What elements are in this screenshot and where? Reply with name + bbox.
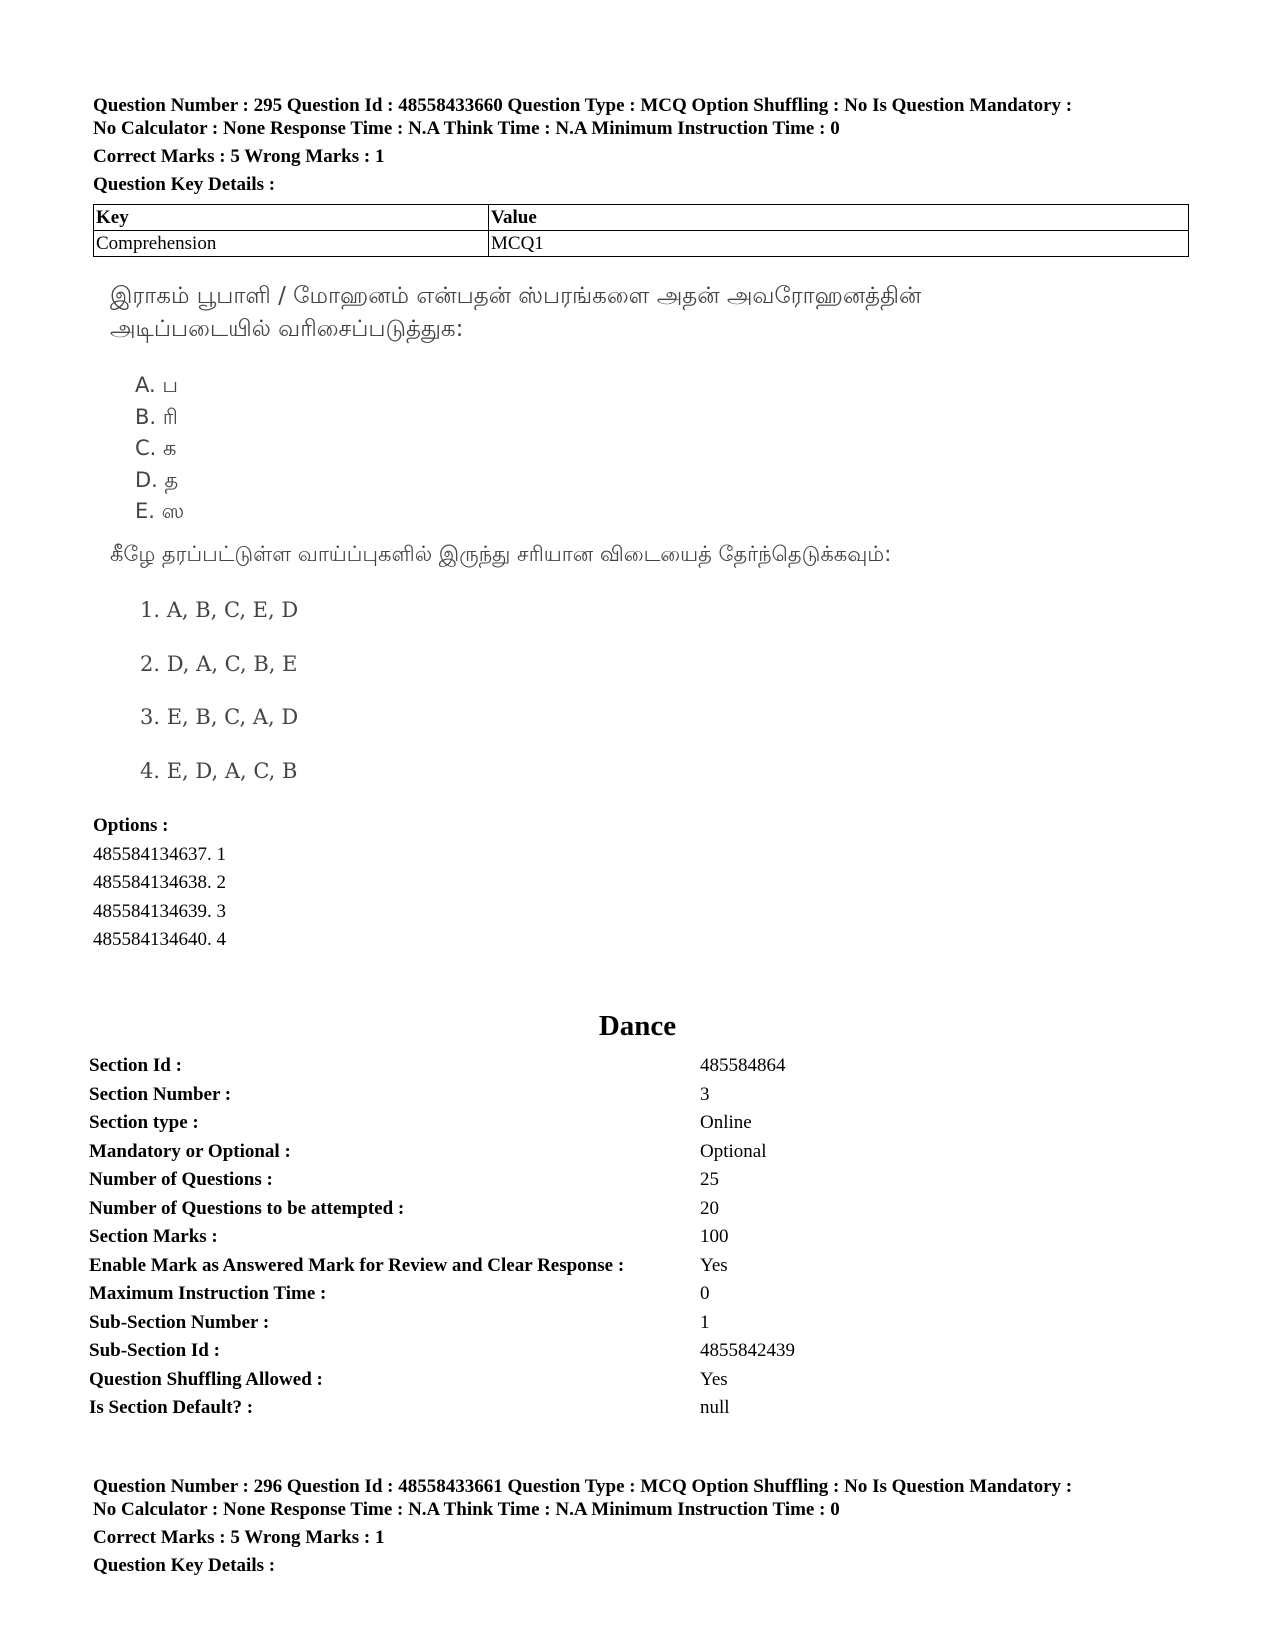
value-header-cell: Value bbox=[489, 205, 1189, 231]
section-row-key: Maximum Instruction Time : bbox=[89, 1283, 327, 1304]
question-text-line-2: அடிப்படையில் வரிசைப்படுத்துக: bbox=[110, 316, 464, 342]
section-row-key: Sub-Section Id : bbox=[89, 1340, 220, 1361]
option-item: 485584134640. 4 bbox=[93, 929, 226, 950]
question-item: A. ப bbox=[135, 373, 178, 397]
section-row-key: Section Marks : bbox=[89, 1226, 218, 1247]
section-row-value: 0 bbox=[700, 1283, 710, 1304]
options-label: Options : bbox=[93, 815, 169, 836]
question-text bbox=[110, 280, 1110, 346]
value-cell: MCQ1 bbox=[489, 231, 1189, 257]
section-row-key: Section Id : bbox=[89, 1055, 182, 1076]
section-row-value: 4855842439 bbox=[700, 1340, 795, 1361]
section-row-value: 25 bbox=[700, 1169, 719, 1190]
answer-choice: 1. A, B, C, E, D bbox=[140, 598, 299, 622]
section-row-key: Mandatory or Optional : bbox=[89, 1140, 291, 1162]
section-row-value: Yes bbox=[700, 1368, 728, 1390]
key-table-header-row bbox=[94, 205, 1189, 231]
option-item: 485584134638. 2 bbox=[93, 872, 226, 893]
question-item: B. ரி bbox=[135, 404, 178, 429]
section-row bbox=[89, 1394, 989, 1423]
question-key-table bbox=[93, 204, 1189, 257]
section-row bbox=[89, 1195, 989, 1224]
section-row bbox=[89, 1223, 989, 1252]
section-row bbox=[89, 1109, 989, 1138]
answer-choice: 2. D, A, C, B, E bbox=[140, 651, 298, 676]
question-meta-line-2: No Calculator : None Response Time : N.A Think Time : N.A Minimum Instruction Time : 0 bbox=[93, 118, 840, 139]
question-marks: Correct Marks : 5 Wrong Marks : 1 bbox=[93, 1527, 385, 1548]
question-meta-line-1: Question Number : 295 Question Id : 48558433660 Question Type : MCQ Option Shuffling : No Is Question Mandatory : bbox=[93, 95, 1073, 116]
answer-choices-list bbox=[140, 598, 298, 812]
section-row bbox=[89, 1309, 989, 1338]
section-row-key: Section Number : bbox=[89, 1083, 232, 1105]
section-row-value: 485584864 bbox=[700, 1055, 786, 1076]
answer-choice: 3. E, B, C, A, D bbox=[140, 705, 299, 729]
section-row-key: Sub-Section Number : bbox=[89, 1311, 270, 1333]
section-row-value: null bbox=[700, 1397, 730, 1418]
section-row-key: Section type : bbox=[89, 1112, 199, 1133]
section-row-key: Enable Mark as Answered Mark for Review and Clear Response : bbox=[89, 1254, 625, 1276]
section-row-value: 100 bbox=[700, 1226, 729, 1247]
option-item: 485584134639. 3 bbox=[93, 900, 226, 922]
question-instruction: கீழே தரப்பட்டுள்ள வாய்ப்புகளில் இருந்து சரியான விடையைத் தேர்ந்தெடுக்கவும்: bbox=[110, 542, 892, 566]
section-row bbox=[89, 1166, 989, 1195]
section-row-value: 3 bbox=[700, 1083, 710, 1105]
section-row-key: Is Section Default? : bbox=[89, 1397, 254, 1418]
section-details bbox=[89, 1052, 989, 1423]
key-cell: Comprehension bbox=[94, 231, 489, 257]
section-row bbox=[89, 1052, 989, 1081]
question-item: C. க bbox=[135, 436, 177, 460]
question-text-line-1: இராகம் பூபாளி / மோஹனம் என்பதன் ஸ்பரங்களை அதன் அவரோஹனத்தின் bbox=[110, 283, 922, 309]
section-row bbox=[89, 1252, 989, 1281]
section-row bbox=[89, 1280, 989, 1309]
section-row bbox=[89, 1081, 989, 1110]
key-header-cell: Key bbox=[94, 205, 489, 231]
section-row bbox=[89, 1138, 989, 1167]
answer-choice: 4. E, D, A, C, B bbox=[140, 758, 298, 783]
section-row-value: Online bbox=[700, 1112, 752, 1133]
section-row-key: Question Shuffling Allowed : bbox=[89, 1368, 323, 1390]
question-item: D. த bbox=[135, 467, 179, 492]
option-item: 485584134637. 1 bbox=[93, 843, 226, 865]
question-key-details-label: Question Key Details : bbox=[93, 174, 276, 195]
section-row-key: Number of Questions to be attempted : bbox=[89, 1197, 405, 1219]
section-row bbox=[89, 1337, 989, 1366]
section-row-key: Number of Questions : bbox=[89, 1169, 273, 1190]
question-item: E. ஸ bbox=[135, 499, 185, 523]
section-row-value: 1 bbox=[700, 1311, 710, 1333]
question-marks: Correct Marks : 5 Wrong Marks : 1 bbox=[93, 146, 385, 167]
question-meta-line-1: Question Number : 296 Question Id : 48558433661 Question Type : MCQ Option Shuffling : No Is Question Mandatory : bbox=[93, 1476, 1073, 1497]
key-table-row bbox=[94, 231, 1189, 257]
section-row-value: Yes bbox=[700, 1254, 728, 1276]
section-row bbox=[89, 1366, 989, 1395]
question-296-header bbox=[93, 1475, 1193, 1577]
question-meta-line-2: No Calculator : None Response Time : N.A Think Time : N.A Minimum Instruction Time : 0 bbox=[93, 1499, 840, 1520]
question-items-list bbox=[135, 370, 184, 528]
section-row-value: 20 bbox=[700, 1197, 719, 1219]
question-295-header bbox=[93, 94, 1193, 196]
section-title: Dance bbox=[598, 1010, 677, 1042]
question-key-details-label: Question Key Details : bbox=[93, 1555, 276, 1576]
options-block bbox=[93, 812, 226, 955]
question-body bbox=[110, 280, 1110, 790]
section-row-value: Optional bbox=[700, 1140, 767, 1162]
